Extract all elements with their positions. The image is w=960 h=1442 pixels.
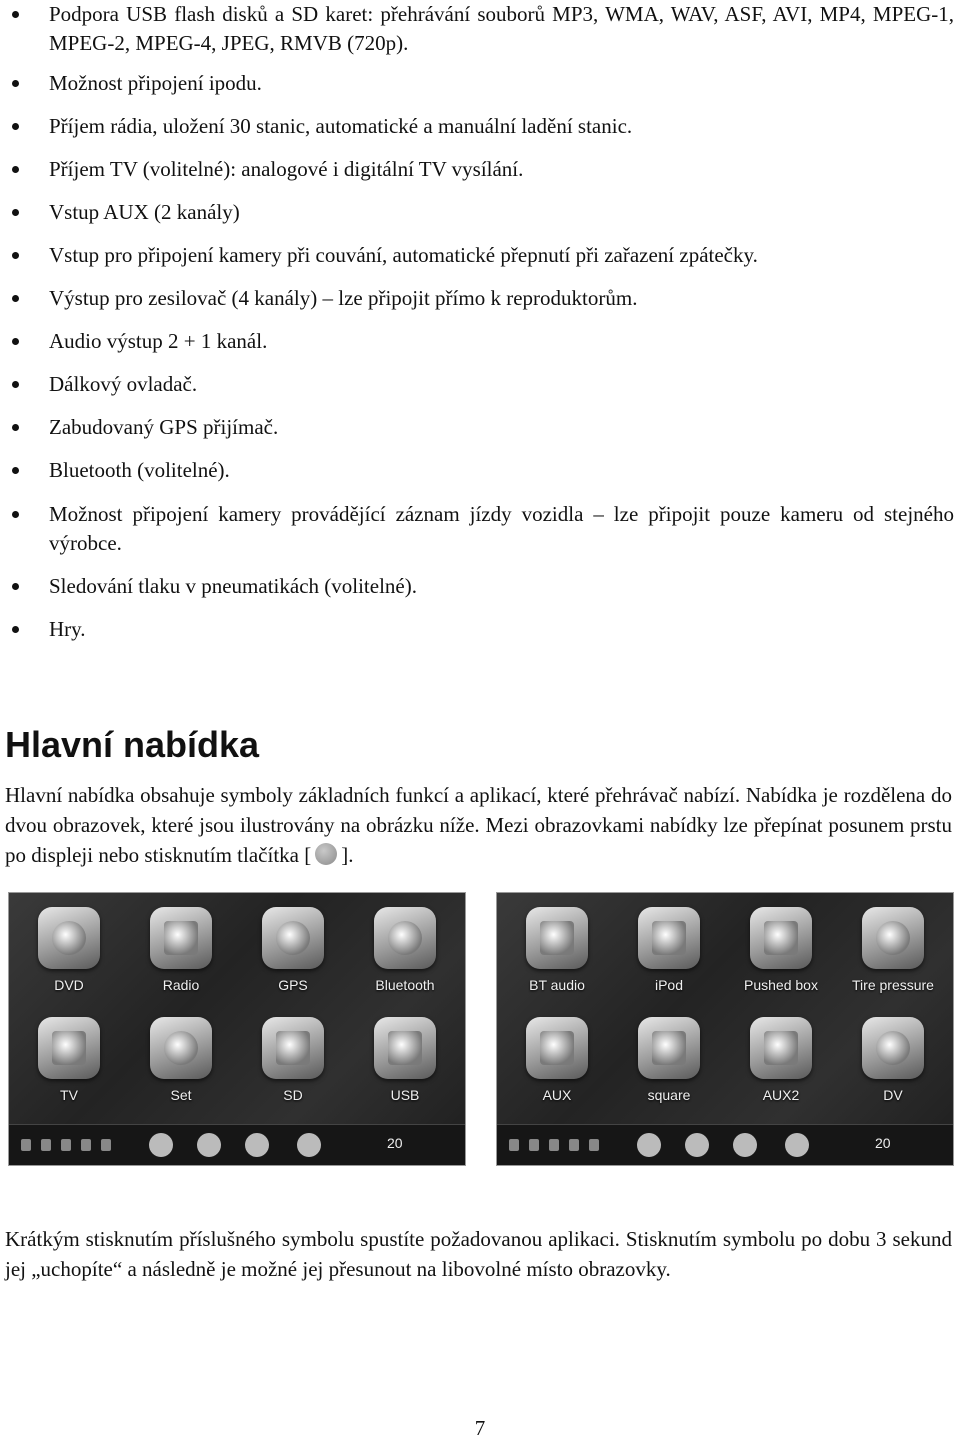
status-bar xyxy=(9,1124,465,1165)
app-label: USB xyxy=(390,1087,420,1103)
bluetooth-status-icon xyxy=(101,1139,111,1151)
app-label: Radio xyxy=(162,977,200,993)
app-label: Bluetooth xyxy=(375,977,435,993)
app-pushed-box[interactable] xyxy=(731,907,831,993)
status-bar xyxy=(497,1124,953,1165)
app-set[interactable] xyxy=(131,1017,231,1103)
app-tire-pressure[interactable] xyxy=(843,907,943,993)
app-label: Set xyxy=(170,1087,192,1103)
app-dvd[interactable] xyxy=(19,907,119,993)
list-item-text: Sledování tlaku v pneumatikách (volitelné). xyxy=(49,574,417,598)
volume-indicator: 20 xyxy=(387,1135,403,1151)
list-item-text: Výstup pro zesilovač (4 kanály) – lze připojit přímo k reproduktorům. xyxy=(49,286,638,310)
app-dv[interactable] xyxy=(843,1017,943,1103)
music-notes-icon xyxy=(526,907,588,969)
ipod-icon xyxy=(638,907,700,969)
app-bt-audio[interactable] xyxy=(507,907,607,993)
status-icon xyxy=(61,1139,71,1151)
bullet-dot xyxy=(12,252,19,259)
app-label: Tire pressure xyxy=(852,977,934,993)
navigation-globe-icon[interactable] xyxy=(733,1133,757,1157)
app-sd[interactable] xyxy=(243,1017,343,1103)
outro-paragraph: Krátkým stisknutím příslušného symbolu spustíte požadovanou aplikaci. Stisknutím symbolu po dobu 3 sekund jej „uchopíte“ a následně je možné jej přesunout na libovolné místo obrazovky. xyxy=(5,1227,952,1281)
tv-icon xyxy=(38,1017,100,1079)
dvd-disc-icon xyxy=(38,907,100,969)
intro-text-end: ]. xyxy=(341,843,354,867)
list-item-text: Hry. xyxy=(49,617,86,641)
app-label: square xyxy=(647,1087,691,1103)
app-gps[interactable] xyxy=(243,907,343,993)
app-label: TV xyxy=(60,1087,78,1103)
section-heading: Hlavní nabídka xyxy=(5,724,260,765)
switch-screen-button-icon xyxy=(315,843,337,865)
radio-shortcut-icon[interactable] xyxy=(197,1133,221,1157)
app-label: Pushed box xyxy=(744,977,818,993)
list-item-text: Bluetooth (volitelné). xyxy=(49,458,230,482)
bullet-dot xyxy=(12,467,19,474)
app-radio[interactable] xyxy=(131,907,231,993)
bluetooth-status-icon xyxy=(589,1139,599,1151)
app-label: BT audio xyxy=(529,977,585,993)
app-tv[interactable] xyxy=(19,1017,119,1103)
page-number: 7 xyxy=(474,1416,486,1440)
list-item-text: Podpora USB flash disků a SD karet: přehrávání souborů MP3, WMA, WAV, ASF, AVI, MP4, MPEG-1, MPEG-2, MPEG-4, JPEG, RMVB (720p). xyxy=(49,2,954,55)
intro-paragraph xyxy=(5,780,952,870)
status-icon xyxy=(549,1139,559,1151)
settings-gear-icon[interactable] xyxy=(297,1133,321,1157)
tire-icon xyxy=(862,907,924,969)
app-aux2[interactable] xyxy=(731,1017,831,1103)
bluetooth-icon xyxy=(374,907,436,969)
square-game-icon xyxy=(638,1017,700,1079)
bullet-dot xyxy=(12,166,19,173)
camera-lens-icon xyxy=(862,1017,924,1079)
app-label: SD xyxy=(283,1087,303,1103)
bullet-dot xyxy=(12,338,19,345)
menu-screen-2 xyxy=(496,892,954,1166)
settings-gear-icon xyxy=(150,1017,212,1079)
app-label: iPod xyxy=(654,977,684,993)
app-label: AUX xyxy=(542,1087,572,1103)
status-icon xyxy=(21,1139,31,1151)
music-disc-icon[interactable] xyxy=(637,1133,661,1157)
aux-connector-icon xyxy=(526,1017,588,1079)
list-item-text: Audio výstup 2 + 1 kanál. xyxy=(49,329,268,353)
app-label: AUX2 xyxy=(762,1087,800,1103)
music-disc-icon[interactable] xyxy=(149,1133,173,1157)
list-item-text: Příjem rádia, uložení 30 stanic, automatické a manuální ladění stanic. xyxy=(49,114,633,138)
list-item-text: Dálkový ovladač. xyxy=(49,372,198,396)
status-icon xyxy=(509,1139,519,1151)
radio-icon xyxy=(150,907,212,969)
list-item-text: Možnost připojení kamery provádějící záznam jízdy vozidla – lze připojit pouze kameru od stejného výrobce. xyxy=(49,502,954,555)
gps-compass-icon xyxy=(262,907,324,969)
list-item-text: Možnost připojení ipodu. xyxy=(49,71,262,95)
app-label: GPS xyxy=(278,977,308,993)
settings-gear-icon[interactable] xyxy=(785,1133,809,1157)
list-item-text: Vstup pro připojení kamery při couvání, automatické přepnutí při zařazení zpátečky. xyxy=(49,243,758,267)
bullet-dot xyxy=(12,381,19,388)
status-icon xyxy=(81,1139,91,1151)
status-icon xyxy=(529,1139,539,1151)
bullet-dot xyxy=(12,11,19,18)
radio-shortcut-icon[interactable] xyxy=(685,1133,709,1157)
app-square[interactable] xyxy=(619,1017,719,1103)
list-item-text: Příjem TV (volitelné): analogové i digitální TV vysílání. xyxy=(49,157,524,181)
aux-connector-icon xyxy=(750,1017,812,1079)
list-item-text: Zabudovaný GPS přijímač. xyxy=(49,415,279,439)
intro-text: Hlavní nabídka obsahuje symboly základních funkcí a aplikací, které přehrávač nabízí. Nabídka je rozdělena do dvou obrazovek, které jsou ilustrovány na obrázku níže. Mezi obrazovkami nabídky lze přepínat posunem prstu po displeji nebo stisknutím tlačítka [ xyxy=(5,783,952,867)
status-icon xyxy=(41,1139,51,1151)
bullet-dot xyxy=(12,583,19,590)
bullet-dot xyxy=(12,511,19,518)
pushed-box-game-icon xyxy=(750,907,812,969)
menu-screen-1 xyxy=(8,892,466,1166)
app-bluetooth[interactable] xyxy=(355,907,455,993)
navigation-globe-icon[interactable] xyxy=(245,1133,269,1157)
sd-card-icon xyxy=(262,1017,324,1079)
app-usb[interactable] xyxy=(355,1017,455,1103)
app-label: DV xyxy=(883,1087,903,1103)
app-ipod[interactable] xyxy=(619,907,719,993)
bullet-dot xyxy=(12,424,19,431)
app-label: DVD xyxy=(54,977,84,993)
bullet-dot xyxy=(12,123,19,130)
bullet-dot xyxy=(12,209,19,216)
app-aux[interactable] xyxy=(507,1017,607,1103)
bullet-dot xyxy=(12,80,19,87)
volume-indicator: 20 xyxy=(875,1135,891,1151)
list-item-text: Vstup AUX (2 kanály) xyxy=(49,200,240,224)
usb-drive-icon xyxy=(374,1017,436,1079)
bullet-dot xyxy=(12,295,19,302)
bullet-dot xyxy=(12,626,19,633)
status-icon xyxy=(569,1139,579,1151)
